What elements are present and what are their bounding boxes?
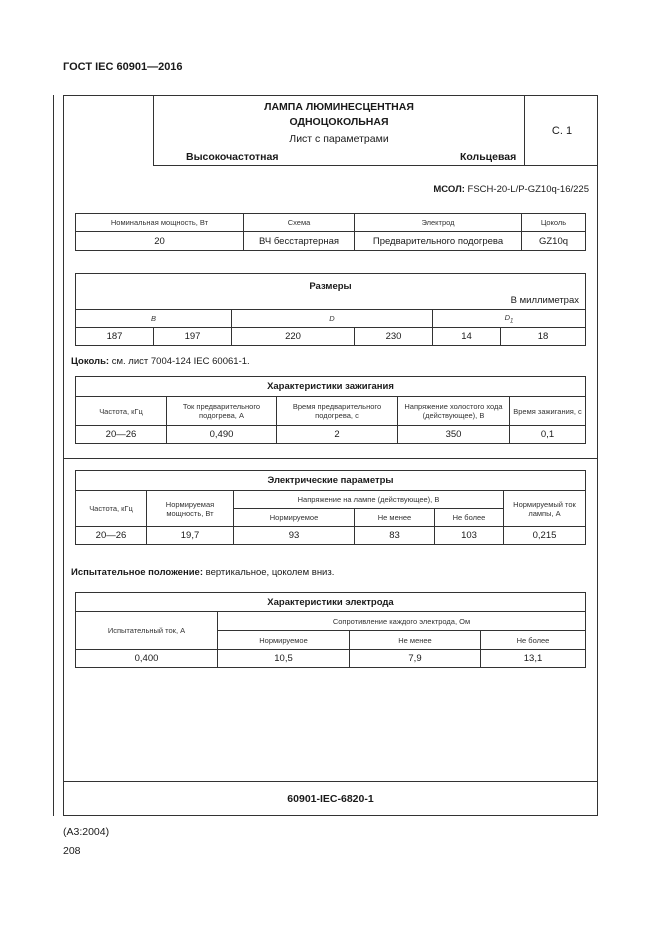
dim-value: 197 bbox=[154, 328, 232, 346]
ignition-caption: Характеристики зажигания bbox=[76, 377, 586, 397]
parameter-sheet bbox=[63, 95, 598, 816]
cap-note-text: см. лист 7004-124 IEC 60061-1. bbox=[109, 356, 250, 367]
electrical-value: 19,7 bbox=[147, 527, 234, 545]
electrical-header-frequency: Частота, кГц bbox=[76, 491, 147, 527]
ignition-header-ocv: Напряжение холостого хода (действующее), В bbox=[398, 397, 510, 426]
ignition-table bbox=[75, 376, 586, 444]
frame-margin-line bbox=[53, 95, 54, 816]
ignition-header-preheat-current: Ток предварительного подогрева, А bbox=[167, 397, 277, 426]
title-line-3: Лист с параметрами bbox=[289, 133, 389, 145]
basic-header-power: Номинальная мощность, Вт bbox=[76, 214, 244, 232]
title-type-left: Высокочастотная bbox=[186, 151, 279, 163]
ignition-value: 0,1 bbox=[510, 426, 586, 444]
title-type-right: Кольцевая bbox=[460, 151, 517, 163]
electrode-value: 10,5 bbox=[218, 650, 350, 668]
ignition-value: 20—26 bbox=[76, 426, 167, 444]
electrical-sub-max: Не более bbox=[435, 509, 504, 527]
dim-header-d1-subscript: 1 bbox=[510, 318, 514, 325]
basic-header-cap: Цоколь bbox=[522, 214, 586, 232]
electrode-sub-max: Не более bbox=[481, 631, 586, 650]
electrical-table bbox=[75, 470, 586, 545]
electrode-header-resistance: Сопротивление каждого электрода, Ом bbox=[218, 612, 586, 631]
test-position-label: Испытательное положение: bbox=[71, 567, 203, 578]
dimensions-table bbox=[75, 273, 586, 346]
electrode-value: 0,400 bbox=[76, 650, 218, 668]
dim-header-d1-letter: D bbox=[504, 312, 511, 322]
basic-value-circuit: ВЧ бесстартерная bbox=[244, 232, 355, 251]
electrode-sub-min: Не менее bbox=[350, 631, 481, 650]
electrode-value: 13,1 bbox=[481, 650, 586, 668]
ignition-header-frequency: Частота, кГц bbox=[76, 397, 167, 426]
dimensions-unit: В миллиметрах bbox=[510, 295, 579, 306]
ignition-header-preheat-time: Время предварительного подогрева, с bbox=[277, 397, 398, 426]
dim-value: 220 bbox=[232, 328, 355, 346]
basic-value-cap: GZ10q bbox=[522, 232, 586, 251]
electrical-value: 93 bbox=[234, 527, 355, 545]
electrode-header-test-current: Испытательный ток, А bbox=[76, 612, 218, 650]
electrode-table bbox=[75, 592, 586, 668]
basic-header-circuit: Схема bbox=[244, 214, 355, 232]
ignition-value: 0,490 bbox=[167, 426, 277, 444]
standard-header: ГОСТ IEC 60901—2016 bbox=[63, 61, 183, 73]
title-line-1: ЛАМПА ЛЮМИНЕСЦЕНТНАЯ bbox=[264, 101, 414, 113]
sheet-code: 60901-IEC-6820-1 bbox=[287, 793, 374, 805]
electrode-caption: Характеристики электрода bbox=[76, 593, 586, 612]
dim-value: 18 bbox=[501, 328, 586, 346]
msol-line bbox=[433, 184, 589, 195]
basic-header-electrode: Электрод bbox=[355, 214, 522, 232]
section-divider bbox=[64, 458, 597, 459]
dimensions-caption: Размеры bbox=[309, 281, 352, 292]
electrode-sub-nominal: Нормируемое bbox=[218, 631, 350, 650]
electrical-value: 20—26 bbox=[76, 527, 147, 545]
basic-value-electrode: Предварительного подогрева bbox=[355, 232, 522, 251]
dim-value: 14 bbox=[433, 328, 501, 346]
page-number: 208 bbox=[63, 845, 81, 857]
ignition-value: 2 bbox=[277, 426, 398, 444]
electrical-sub-nominal: Нормируемое bbox=[234, 509, 355, 527]
electrical-header-voltage: Напряжение на лампе (действующее), В bbox=[234, 491, 504, 509]
cap-note bbox=[71, 356, 250, 367]
electrical-value: 103 bbox=[435, 527, 504, 545]
title-block bbox=[153, 96, 598, 166]
electrical-header-current: Нормируемый ток лампы, А bbox=[504, 491, 586, 527]
dimensions-caption-cell bbox=[76, 274, 586, 310]
basic-params-table bbox=[75, 213, 586, 251]
electrical-header-power: Нормируемая мощность, Вт bbox=[147, 491, 234, 527]
sheet-number: С. 1 bbox=[524, 96, 599, 165]
dim-header-d: D bbox=[232, 310, 433, 328]
footer-divider bbox=[64, 781, 597, 782]
dim-value: 187 bbox=[76, 328, 154, 346]
test-position-note bbox=[71, 567, 334, 578]
electrode-value: 7,9 bbox=[350, 650, 481, 668]
electrical-value: 83 bbox=[355, 527, 435, 545]
amendment-note: (A3:2004) bbox=[63, 826, 110, 838]
title-line-2: ОДНОЦОКОЛЬНАЯ bbox=[289, 116, 389, 128]
dim-header-b: B bbox=[76, 310, 232, 328]
dim-header-d1 bbox=[433, 310, 586, 328]
cap-note-label: Цоколь: bbox=[71, 356, 110, 367]
basic-value-power: 20 bbox=[76, 232, 244, 251]
test-position-text: вертикальное, цоколем вниз. bbox=[202, 567, 335, 578]
electrical-value: 0,215 bbox=[504, 527, 586, 545]
electrical-caption: Электрические параметры bbox=[76, 471, 586, 491]
ignition-value: 350 bbox=[398, 426, 510, 444]
dim-value: 230 bbox=[355, 328, 433, 346]
ignition-header-ignition-time: Время зажигания, с bbox=[510, 397, 586, 426]
msol-label: МСОЛ: bbox=[433, 184, 465, 195]
electrical-sub-min: Не менее bbox=[355, 509, 435, 527]
msol-value: FSCH-20-L/P-GZ10q-16/225 bbox=[467, 184, 589, 195]
